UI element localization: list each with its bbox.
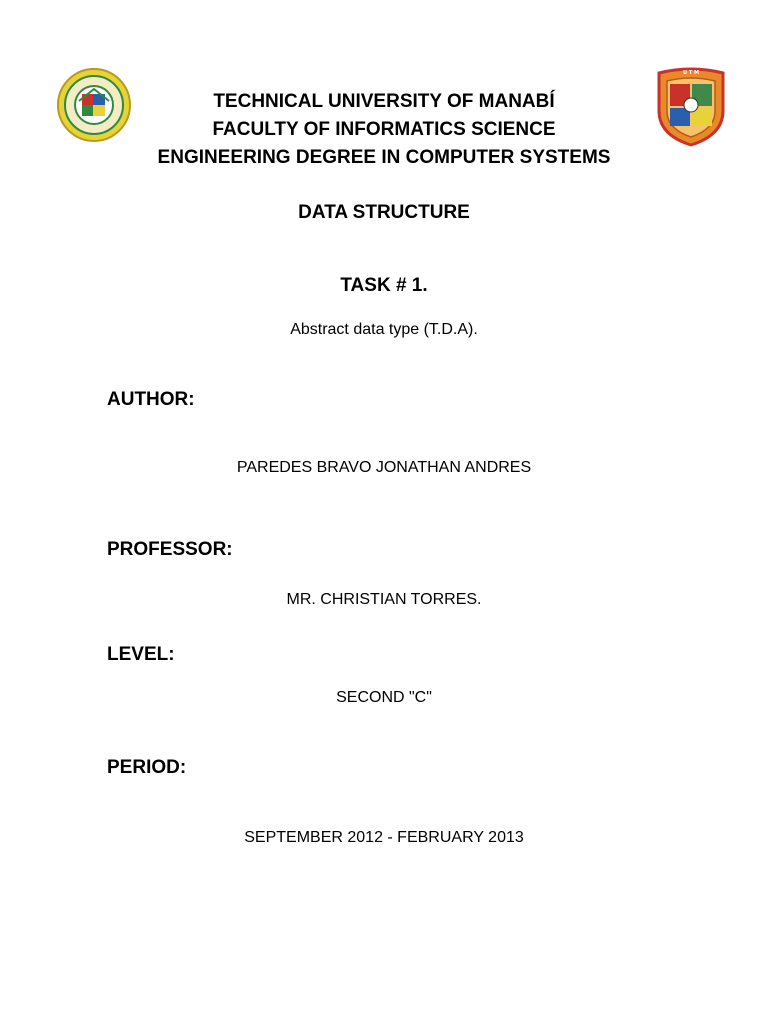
level-label: LEVEL: — [107, 644, 175, 665]
professor-value: MR. CHRISTIAN TORRES. — [286, 591, 482, 608]
author-value: PAREDES BRAVO JONATHAN ANDRES — [236, 459, 532, 476]
author-label: AUTHOR: — [107, 389, 195, 410]
period-value: SEPTEMBER 2012 - FEBRUARY 2013 — [244, 829, 524, 846]
period-label: PERIOD: — [107, 757, 187, 778]
subject-title: DATA STRUCTURE — [298, 202, 470, 223]
degree-name: ENGINEERING DEGREE IN COMPUTER SYSTEMS — [157, 147, 611, 168]
task-title: TASK # 1. — [340, 275, 428, 296]
university-name: TECHNICAL UNIVERSITY OF MANABÍ — [213, 91, 555, 112]
faculty-name: FACULTY OF INFORMATICS SCIENCE — [212, 119, 556, 140]
svg-text:U T M: U T M — [683, 70, 699, 76]
task-description: Abstract data type (T.D.A). — [290, 321, 478, 338]
level-value: SECOND "C" — [336, 689, 432, 706]
professor-label: PROFESSOR: — [107, 539, 233, 560]
